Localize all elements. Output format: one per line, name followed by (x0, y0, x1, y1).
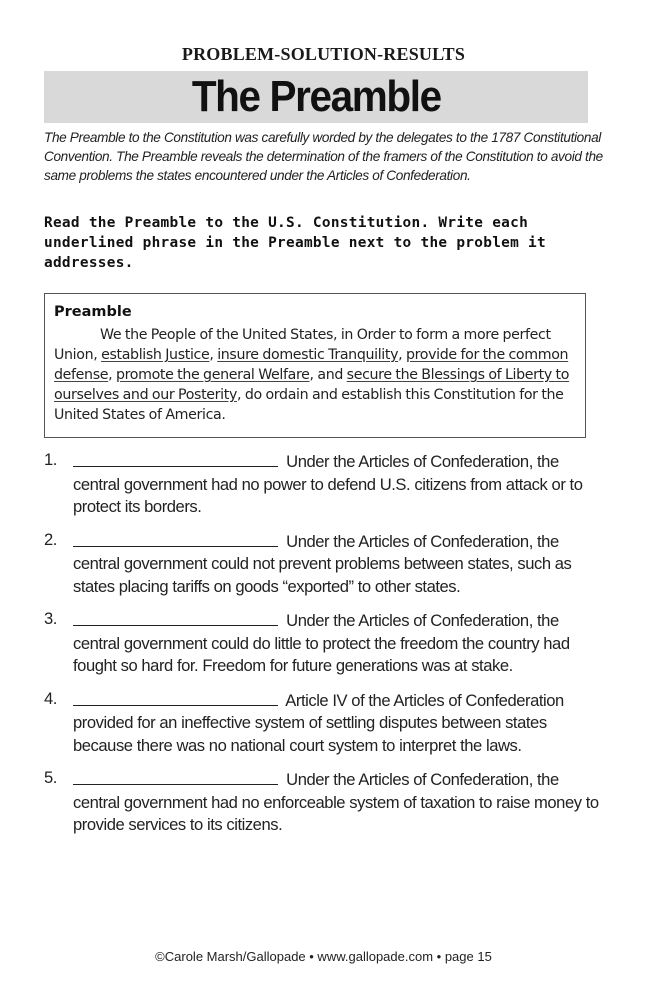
question-item (44, 529, 604, 599)
answer-blank[interactable] (73, 449, 278, 467)
underlined-phrase: insure domestic Tranquility (217, 347, 399, 363)
page-title: The Preamble (191, 72, 441, 121)
question-item (44, 608, 604, 678)
answer-blank[interactable] (73, 608, 278, 626)
question-item (44, 449, 604, 519)
question-text: Under the Articles of Confederation, the central government could do little to protect the freedom the country had fought so hard for. Freedom for future generations was at stake. (73, 611, 570, 675)
underlined-phrase: secure the Blessings of Liberty to ourselves and our Posterity (54, 367, 570, 403)
answer-blank[interactable] (73, 688, 278, 706)
preamble-title: Preamble (54, 304, 132, 320)
preamble-text (54, 325, 575, 425)
intro-paragraph: The Preamble to the Constitution was carefully worded by the delegates to the 1787 Constitutional Convention. The Preamble reveals the determination of the framers of the Constitution to avoid the same problems the states encountered under the Articles of Confederation. (44, 130, 603, 183)
preamble-segment: , (108, 367, 116, 383)
answer-blank[interactable] (73, 767, 278, 785)
title-banner (44, 71, 588, 123)
question-number: 5. (44, 768, 57, 787)
instructions: Read the Preamble to the U.S. Constitution. Write each underlined phrase in the Preamble next to the problem it addresses. (44, 215, 546, 271)
page-footer: ©Carole Marsh/Gallopade • www.gallopade.com • page 15 (155, 949, 492, 964)
section-kicker: PROBLEM-SOLUTION-RESULTS (181, 44, 466, 64)
preamble-segment: , (398, 347, 406, 363)
question-number: 2. (44, 529, 57, 549)
question-number: 4. (44, 688, 57, 708)
underlined-phrase: promote the general Welfare (115, 367, 310, 383)
answer-blank[interactable] (73, 529, 278, 547)
question-text: Under the Articles of Confederation, the central government had no enforceable system of taxation to raise money to provide services to its citizens. (73, 770, 599, 834)
preamble-box (44, 293, 586, 438)
preamble-segment: , do ordain and establish this Constitution for the United States of America. (54, 387, 564, 423)
preamble-segment: , (209, 347, 218, 363)
underlined-phrase: provide for the common defense (54, 347, 569, 383)
question-number: 1. (44, 450, 57, 469)
question-number: 3. (44, 609, 57, 628)
question-item (44, 688, 604, 758)
question-text: Under the Articles of Confederation, the central government could not prevent problems between states, such as states placing tariffs on goods “exported” to other states. (73, 531, 572, 596)
question-text: Under the Articles of Confederation, the central government had no power to defend U.S. citizens from attack or to protect its borders. (73, 452, 583, 516)
preamble-segment: , and (309, 367, 347, 383)
question-list (44, 449, 604, 847)
question-item (44, 767, 604, 837)
question-text: Article IV of the Articles of Confederation provided for an ineffective system of settling disputes between states because there was no national court system to interpret the laws. (73, 690, 564, 755)
underlined-phrase: establish Justice (101, 347, 210, 363)
preamble-segment: We the People of the United States, in Order to form a more perfect Union, (54, 327, 551, 363)
